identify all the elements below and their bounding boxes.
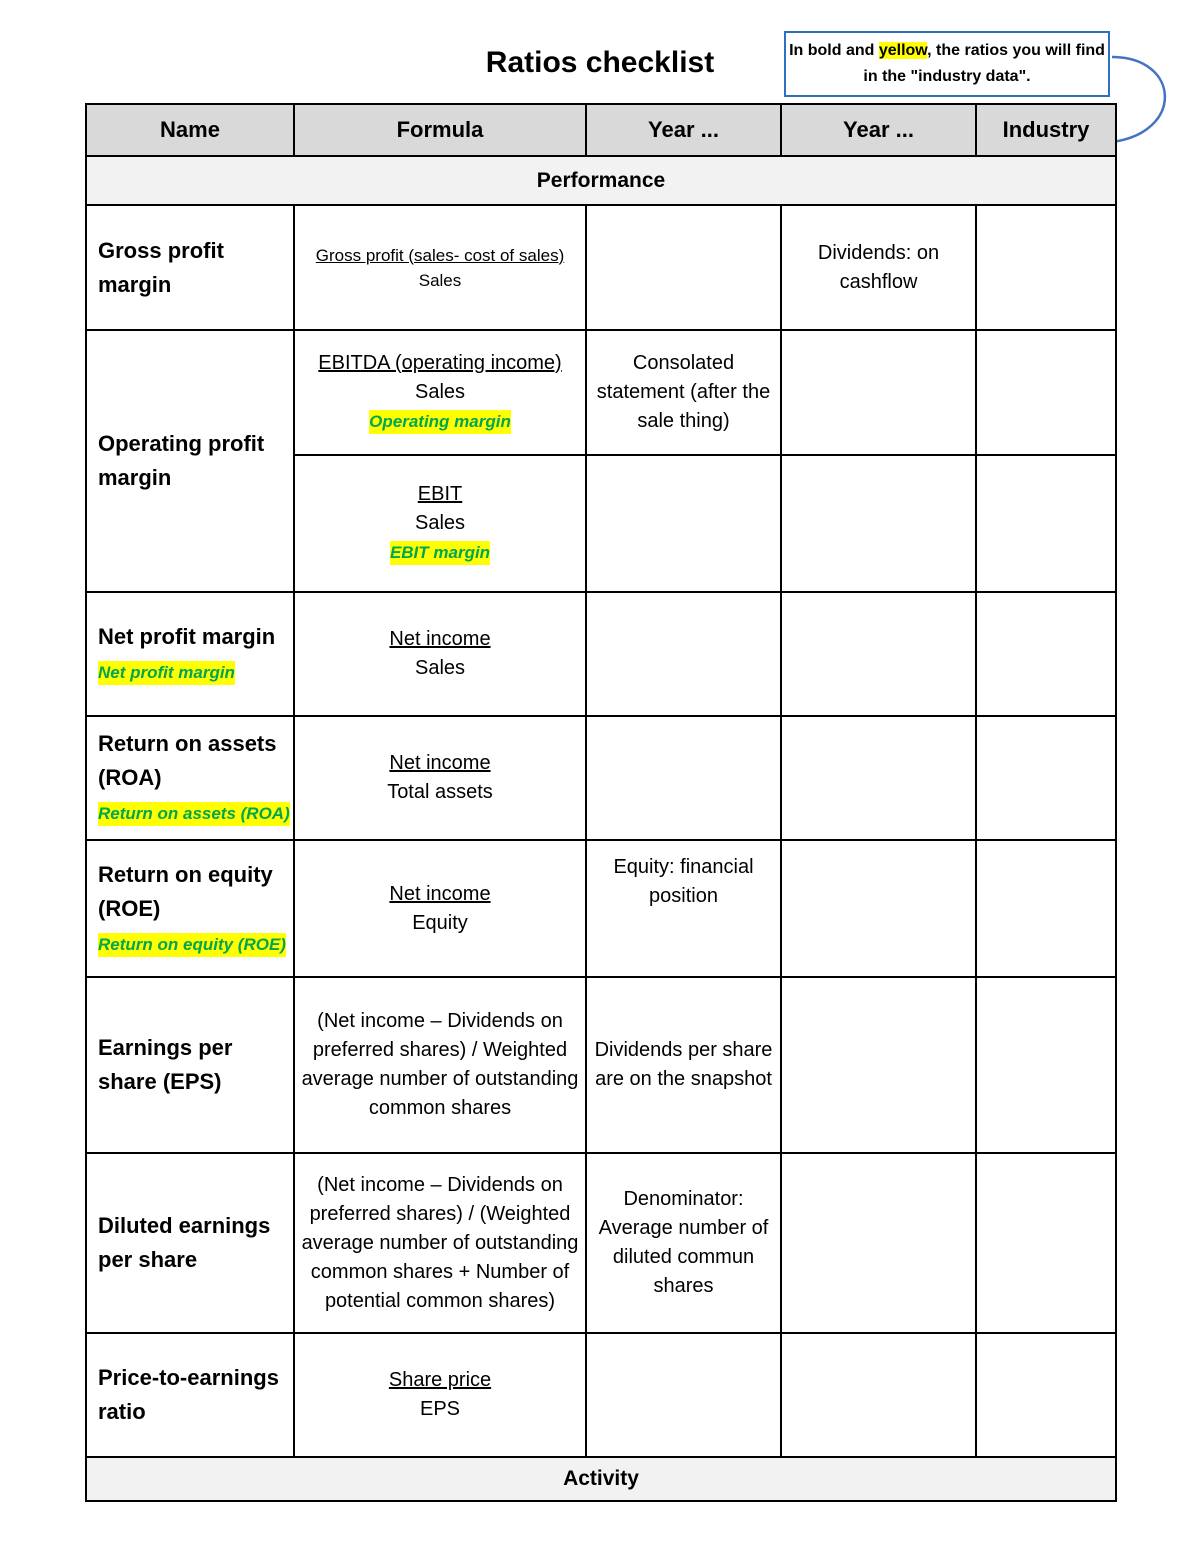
industry-cell bbox=[976, 977, 1116, 1153]
table-row bbox=[86, 840, 1116, 977]
industry-ratio-label: Net profit margin bbox=[98, 661, 235, 685]
year-2-cell bbox=[781, 977, 976, 1153]
table-row bbox=[86, 716, 1116, 840]
ratio-name: Return on equity (ROE) Return on equity (ROE) bbox=[86, 840, 294, 977]
formula-numerator: Share price bbox=[388, 1369, 492, 1391]
industry-ratio-label: Return on assets (ROA) bbox=[98, 802, 290, 826]
table-row bbox=[86, 330, 1116, 455]
industry-cell bbox=[976, 592, 1116, 716]
year-1-cell bbox=[586, 592, 781, 716]
formula-numerator: Net income bbox=[389, 752, 491, 774]
section-title: Activity bbox=[86, 1457, 1116, 1501]
formula-denominator: Total assets bbox=[387, 781, 493, 803]
industry-cell bbox=[976, 1333, 1116, 1457]
note-text-pre: In bold and bbox=[789, 42, 879, 59]
year-1-cell: Denominator: Average number of diluted commun shares bbox=[586, 1153, 781, 1333]
year-1-cell bbox=[586, 455, 781, 592]
industry-ratio-label: Return on equity (ROE) bbox=[98, 933, 286, 957]
year-1-cell: Equity: financial position bbox=[586, 840, 781, 977]
formula-denominator: Sales bbox=[414, 657, 466, 679]
formula-numerator: Net income bbox=[389, 882, 491, 905]
year-1-cell bbox=[586, 716, 781, 840]
header-row bbox=[86, 104, 1116, 156]
formula-numerator: EBIT bbox=[417, 483, 463, 505]
formula-denominator: Equity bbox=[412, 911, 468, 934]
year-2-cell bbox=[781, 1153, 976, 1333]
col-header-name: Name bbox=[86, 104, 294, 156]
table-row bbox=[86, 977, 1116, 1153]
page-title: Ratios checklist bbox=[485, 46, 715, 79]
year-2-cell bbox=[781, 840, 976, 977]
year-2-cell bbox=[781, 330, 976, 455]
ratio-name: Return on assets (ROA) Return on assets (ROA) bbox=[86, 716, 294, 840]
ratio-name: Operating profit margin bbox=[86, 330, 294, 592]
formula-cell bbox=[294, 1333, 586, 1457]
industry-note bbox=[784, 31, 1110, 97]
ratios-table bbox=[85, 103, 1117, 1502]
industry-cell bbox=[976, 716, 1116, 840]
section-row-activity bbox=[86, 1457, 1116, 1501]
note-highlight: yellow bbox=[878, 42, 928, 59]
formula-cell bbox=[294, 205, 586, 330]
formula-cell bbox=[294, 455, 586, 592]
year-1-cell bbox=[586, 205, 781, 330]
ratio-name: Earnings per share (EPS) bbox=[86, 977, 294, 1153]
year-1-cell bbox=[586, 1333, 781, 1457]
industry-cell bbox=[976, 330, 1116, 455]
section-title: Performance bbox=[86, 156, 1116, 205]
col-header-formula: Formula bbox=[294, 104, 586, 156]
formula-denominator: EPS bbox=[419, 1398, 461, 1420]
ratio-name: Diluted earnings per share bbox=[86, 1153, 294, 1333]
col-header-year-1: Year ... bbox=[586, 104, 781, 156]
formula-cell: (Net income – Dividends on preferred shares) / Weighted average number of outstanding common shares bbox=[294, 977, 586, 1153]
industry-cell bbox=[976, 1153, 1116, 1333]
table-row bbox=[86, 592, 1116, 716]
formula-numerator: EBITDA (operating income) bbox=[318, 352, 562, 374]
formula-cell bbox=[294, 840, 586, 977]
formula-cell bbox=[294, 592, 586, 716]
table-row bbox=[86, 205, 1116, 330]
section-row-performance bbox=[86, 156, 1116, 205]
year-2-cell bbox=[781, 716, 976, 840]
year-2-cell bbox=[781, 1333, 976, 1457]
industry-cell bbox=[976, 840, 1116, 977]
ratio-name: Price-to-earnings ratio bbox=[86, 1333, 294, 1457]
table-row bbox=[86, 1153, 1116, 1333]
formula-cell: (Net income – Dividends on preferred shares) / (Weighted average number of outstanding common shares + Number of potential common shares) bbox=[294, 1153, 586, 1333]
formula-denominator: Sales bbox=[414, 512, 466, 534]
formula-denominator: Sales bbox=[414, 381, 466, 403]
industry-cell bbox=[976, 455, 1116, 592]
ratio-name: Net profit margin Net profit margin bbox=[86, 592, 294, 716]
industry-ratio-label: EBIT margin bbox=[390, 541, 490, 565]
year-2-cell: Dividends: on cashflow bbox=[781, 205, 976, 330]
formula-cell bbox=[294, 330, 586, 455]
year-1-cell: Consolated statement (after the sale thing) bbox=[586, 330, 781, 455]
table-row bbox=[86, 1333, 1116, 1457]
formula-numerator: Net income bbox=[389, 628, 491, 650]
industry-cell bbox=[976, 205, 1116, 330]
formula-numerator: Gross profit (sales- cost of sales) bbox=[315, 245, 565, 265]
formula-denominator: Sales bbox=[418, 270, 462, 290]
year-2-cell bbox=[781, 455, 976, 592]
year-2-cell bbox=[781, 592, 976, 716]
note-text-post: , the ratios you will find in the "industry data". bbox=[863, 42, 1105, 85]
col-header-industry: Industry bbox=[976, 104, 1116, 156]
formula-cell bbox=[294, 716, 586, 840]
industry-ratio-label: Operating margin bbox=[369, 410, 511, 434]
col-header-year-2: Year ... bbox=[781, 104, 976, 156]
year-1-cell: Dividends per share are on the snapshot bbox=[586, 977, 781, 1153]
ratio-name: Gross profit margin bbox=[86, 205, 294, 330]
